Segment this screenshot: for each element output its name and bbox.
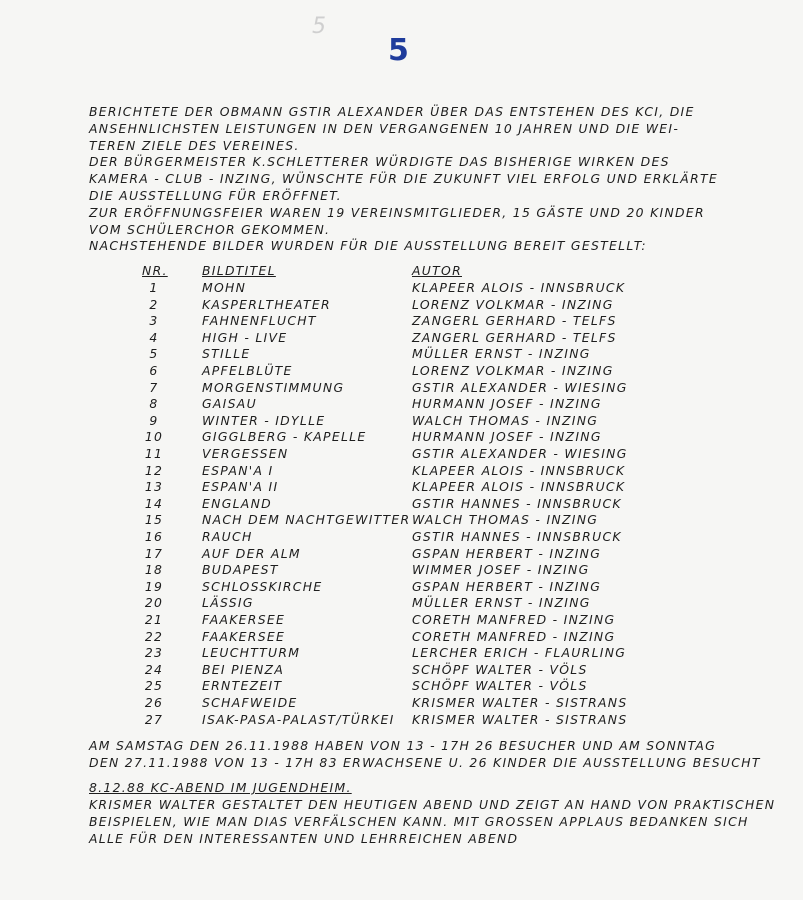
row-number: 14 — [144, 495, 164, 511]
table-row — [142, 496, 662, 512]
row-author: KLAPEER ALOIS - INNSBRUCK — [412, 280, 626, 295]
table-row — [142, 562, 662, 578]
row-title: LEUCHTTURM — [202, 645, 301, 661]
row-title: AUF DER ALM — [202, 545, 301, 561]
row-number: 10 — [144, 429, 164, 445]
row-author: GSTIR ALEXANDER - WIESING — [412, 379, 628, 395]
row-author: GSPAN HERBERT - INZING — [412, 578, 602, 594]
row-number: 6 — [149, 363, 159, 378]
intro-line: ANSEHNLICHSTEN LEISTUNGEN IN DEN VERGANGENEN 10 JAHREN UND DIE WEI- — [89, 120, 680, 136]
row-number: 23 — [144, 645, 164, 661]
row-number: 7 — [149, 379, 159, 395]
row-title: MORGENSTIMMUNG — [202, 379, 345, 395]
row-number: 12 — [144, 462, 164, 478]
row-title: ESPAN'A II — [202, 479, 279, 495]
row-title: RAUCH — [202, 529, 253, 544]
table-row — [142, 380, 662, 396]
row-number: 25 — [144, 678, 164, 694]
row-title: ESPAN'A I — [202, 462, 274, 478]
row-author: MÜLLER ERNST - INZING — [412, 346, 591, 362]
table-row — [142, 529, 662, 545]
row-title: NACH DEM NACHTGEWITTER — [202, 512, 411, 528]
summary-line: AM SAMSTAG DEN 26.11.1988 HABEN VON 13 - 17H 26 BESUCHER UND AM SONNTAG — [89, 738, 717, 753]
table-row — [142, 479, 662, 495]
row-number: 5 — [149, 346, 159, 362]
intro-line: BERICHTETE DER OBMANN GSTIR ALEXANDER ÜBER DAS ENTSTEHEN DES KCI, DIE — [89, 104, 695, 119]
row-number: 24 — [144, 661, 164, 677]
table-row — [142, 330, 662, 346]
row-author: CORETH MANFRED - INZING — [412, 628, 616, 644]
row-author: KLAPEER ALOIS - INNSBRUCK — [412, 462, 626, 478]
summary-line: DEN 27.11.1988 VON 13 - 17H 83 ERWACHSENE U. 26 KINDER DIE AUSSTELLUNG BESUCHT — [89, 754, 761, 770]
row-author: SCHÖPF WALTER - VÖLS — [412, 661, 588, 677]
row-title: WINTER - IDYLLE — [202, 412, 326, 428]
intro-line: VOM SCHÜLERCHOR GEKOMMEN. — [89, 221, 331, 237]
faint-page-number: 5 — [312, 14, 326, 39]
row-number: 19 — [144, 578, 164, 594]
row-author: MÜLLER ERNST - INZING — [412, 595, 591, 611]
table-row — [142, 678, 662, 694]
row-author: HURMANN JOSEF - INZING — [412, 429, 602, 445]
event-line: KRISMER WALTER GESTALTET DEN HEUTIGEN ABEND UND ZEIGT AN HAND VON PRAKTISCHEN — [89, 797, 776, 812]
table-row — [142, 662, 662, 678]
table-row — [142, 463, 662, 479]
table-row — [142, 629, 662, 645]
table-row — [142, 595, 662, 611]
row-author: ZANGERL GERHARD - TELFS — [412, 329, 617, 345]
table-row — [142, 695, 662, 711]
row-title: BUDAPEST — [202, 562, 279, 578]
header-title: BILDTITEL — [202, 263, 276, 278]
row-title: APFELBLÜTE — [202, 363, 293, 378]
row-title: ENGLAND — [202, 495, 272, 511]
event-line: ALLE FÜR DEN INTERESSANTEN UND LEHRREICHEN ABEND — [89, 830, 519, 846]
row-author: KRISMER WALTER - SISTRANS — [412, 711, 628, 727]
row-title: GIGGLBERG - KAPELLE — [202, 429, 367, 445]
table-header — [142, 263, 662, 279]
table-row — [142, 712, 662, 728]
header-nr: NR. — [142, 263, 168, 278]
row-author: LORENZ VOLKMAR - INZING — [412, 363, 614, 378]
row-author: WIMMER JOSEF - INZING — [412, 562, 590, 578]
header-author: AUTOR — [412, 263, 462, 278]
table-row — [142, 645, 662, 661]
intro-line: DIE AUSSTELLUNG FÜR ERÖFFNET. — [89, 187, 342, 203]
row-number: 17 — [144, 545, 164, 561]
table-row — [142, 612, 662, 628]
event-line: BEISPIELEN, WIE MAN DIAS VERFÄLSCHEN KANN. MIT GROSSEN APPLAUS BEDANKEN SICH — [89, 813, 749, 829]
row-title: BEI PIENZA — [202, 661, 285, 677]
table-row — [142, 280, 662, 296]
page-number: 5 — [388, 33, 409, 68]
intro-line: NACHSTEHENDE BILDER WURDEN FÜR DIE AUSSTELLUNG BEREIT GESTELLT: — [89, 238, 647, 254]
row-author: GSPAN HERBERT - INZING — [412, 545, 602, 561]
intro-line: DER BÜRGERMEISTER K.SCHLETTERER WÜRDIGTE DAS BISHERIGE WIRKEN DES — [89, 154, 670, 170]
row-number: 26 — [144, 695, 164, 710]
row-title: FAHNENFLUCHT — [202, 313, 317, 329]
row-number: 9 — [149, 412, 159, 428]
table-row — [142, 313, 662, 329]
row-title: SCHAFWEIDE — [202, 695, 298, 710]
row-author: SCHÖPF WALTER - VÖLS — [412, 678, 588, 694]
row-title: SCHLOSSKIRCHE — [202, 578, 323, 594]
intro-line: ZUR ERÖFFNUNGSFEIER WAREN 19 VEREINSMITGLIEDER, 15 GÄSTE UND 20 KINDER — [89, 204, 705, 220]
row-number: 22 — [144, 628, 164, 644]
event-heading: 8.12.88 KC-ABEND IM JUGENDHEIM. — [89, 780, 352, 795]
row-title: FAAKERSEE — [202, 612, 286, 627]
row-title: MOHN — [202, 280, 247, 295]
table-row — [142, 363, 662, 379]
table-row — [142, 413, 662, 429]
row-author: GSTIR ALEXANDER - WIESING — [412, 446, 628, 461]
row-author: ZANGERL GERHARD - TELFS — [412, 313, 617, 329]
row-number: 21 — [144, 612, 164, 627]
row-title: GAISAU — [202, 396, 257, 412]
row-author: LORENZ VOLKMAR - INZING — [412, 296, 614, 312]
row-author: KRISMER WALTER - SISTRANS — [412, 695, 628, 710]
row-number: 11 — [144, 446, 164, 461]
row-title: ISAK-PASA-PALAST/TÜRKEI — [202, 711, 395, 727]
row-number: 4 — [149, 329, 159, 345]
row-number: 16 — [144, 529, 164, 544]
row-title: VERGESSEN — [202, 446, 289, 461]
row-author: WALCH THOMAS - INZING — [412, 512, 599, 528]
row-author: KLAPEER ALOIS - INNSBRUCK — [412, 479, 626, 495]
row-number: 8 — [149, 396, 159, 412]
row-number: 20 — [144, 595, 164, 611]
row-number: 13 — [144, 479, 164, 495]
table-row — [142, 512, 662, 528]
row-author: HURMANN JOSEF - INZING — [412, 396, 602, 412]
row-author: LERCHER ERICH - FLAURLING — [412, 645, 627, 661]
row-title: HIGH - LIVE — [202, 329, 288, 345]
table-row — [142, 446, 662, 462]
intro-line: TEREN ZIELE DES VEREINES. — [89, 137, 300, 153]
table-row — [142, 396, 662, 412]
table-row — [142, 579, 662, 595]
intro-line: KAMERA - CLUB - INZING, WÜNSCHTE FÜR DIE ZUKUNFT VIEL ERFOLG UND ERKLÄRTE — [89, 171, 718, 187]
row-title: FAAKERSEE — [202, 628, 286, 644]
row-title: LÄSSIG — [202, 595, 254, 611]
event-description — [89, 797, 775, 847]
intro-paragraph — [89, 104, 718, 255]
row-number: 3 — [149, 313, 159, 329]
row-title: ERNTEZEIT — [202, 678, 283, 694]
table-row — [142, 429, 662, 445]
row-author: CORETH MANFRED - INZING — [412, 612, 616, 627]
row-author: GSTIR HANNES - INNSBRUCK — [412, 529, 622, 544]
row-title: KASPERLTHEATER — [202, 296, 331, 312]
table-row — [142, 546, 662, 562]
row-number: 27 — [144, 711, 164, 727]
row-author: WALCH THOMAS - INZING — [412, 412, 599, 428]
table-row — [142, 297, 662, 313]
visitor-summary — [89, 738, 761, 772]
row-title: STILLE — [202, 346, 251, 362]
row-number: 2 — [149, 296, 159, 312]
row-number: 18 — [144, 562, 164, 578]
row-number: 15 — [144, 512, 164, 528]
table-row — [142, 346, 662, 362]
row-number: 1 — [149, 280, 159, 295]
row-author: GSTIR HANNES - INNSBRUCK — [412, 495, 622, 511]
